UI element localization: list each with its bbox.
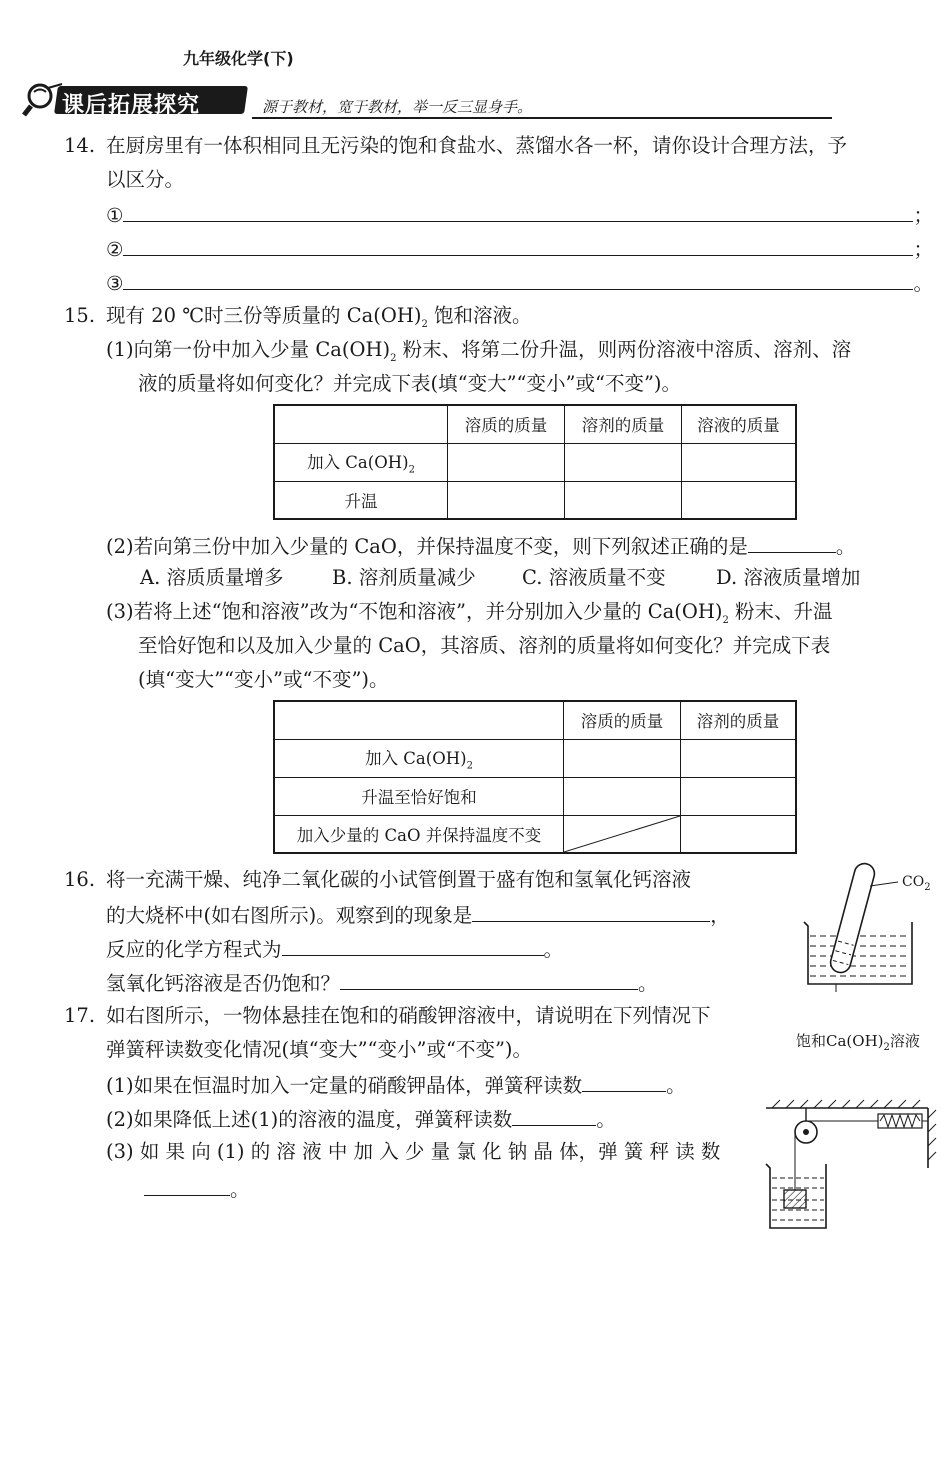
q15-option-c[interactable]: C. 溶液质量不变 [522,566,666,589]
table2-cell[interactable] [681,815,797,853]
q17-part3: (3) 如 果 向 (1) 的 溶 液 中 加 入 少 量 氯 化 钠 晶 体，弹 簧 秤 读 数 [106,1140,721,1163]
table1-header-solution: 溶液的质量 [682,405,797,443]
table2-cell[interactable] [681,739,797,777]
q14-mark-2: ② [106,238,124,261]
q16-blank-saturated[interactable] [340,970,638,990]
q14-blank-3[interactable] [123,270,913,290]
table2-cell[interactable] [564,739,681,777]
q15-part1-line1: (1)向第一份中加入少量 $Ca(OH)_2$ 粉末、将第二份升温，则两份溶液中溶质、溶剂、溶 [106,338,852,364]
q17-part1: (1)如果在恒温时加入一定量的硝酸钾晶体，弹簧秤读数 。 [106,1074,686,1097]
q17-blank-1[interactable] [582,1072,666,1092]
q17-part2: (2)如果降低上述(1)的溶液的温度，弹簧秤读数 。 [106,1108,616,1131]
table1-cell[interactable] [682,481,797,519]
table2-header-solvent: 溶剂的质量 [681,701,797,739]
section-banner [22,82,247,118]
table2-row-add-caoh2: 加入 $Ca(OH)_2$ [274,739,564,777]
q17-line2: 弹簧秤读数变化情况(填“变大”“变小”或“不变”)。 [106,1038,533,1061]
table1-header-solute: 溶质的质量 [448,405,565,443]
q14-number: 14. [64,134,96,157]
q17-number: 17. [64,1004,96,1027]
q16-line2: 的大烧杯中(如右图所示)。观察到的现象是 ， [106,904,730,927]
q15-part3-line3: (填“变大”“变小”或“不变”)。 [138,668,389,691]
q15-option-a[interactable]: A. 溶质质量增多 [140,566,284,589]
table2-cell[interactable] [681,777,797,815]
q17-blank-3[interactable] [144,1176,230,1196]
table2-corner [274,701,564,739]
table1-cell[interactable] [448,443,565,481]
q15-part2: (2)若向第三份中加入少量的 CaO，并保持温度不变，则下列叙述正确的是 。 [106,535,856,558]
q15-part1-line2: 液的质量将如何变化？并完成下表(填“变大”“变小”或“不变”)。 [138,372,682,395]
q15-part3-line1: (3)若将上述“饱和溶液”改为“不饱和溶液”，并分别加入少量的 $Ca(OH)_2$ 粉末、升温 [106,600,833,626]
q16-line4: 氢氧化钙溶液是否仍饱和？ 。 [106,972,658,995]
table1-cell[interactable] [682,443,797,481]
q14-mark-3: ③ [106,272,124,295]
table1-row-add-caoh2: 加入 $Ca(OH)_2$ [274,443,448,481]
q14-answer-3: ③ 。 [106,272,933,295]
q17-blank-2[interactable] [512,1106,596,1126]
slogan-underline [252,117,832,119]
book-title: 九年级化学(下) [183,49,294,68]
diagonal-line [564,816,680,852]
section-title: 课后拓展探究 [62,93,201,118]
table1-cell[interactable] [448,481,565,519]
q15-stem: 现有 20 ℃时三份等质量的 $Ca(OH)_2$ 饱和溶液。 [106,304,532,330]
table1-cell[interactable] [565,443,682,481]
q16-figure-caption: 饱和$Ca(OH)_2$溶液 [796,1032,920,1053]
q14-blank-1[interactable] [123,202,913,222]
q16-blank-equation[interactable] [282,936,544,956]
q15-option-d[interactable]: D. 溶液质量增加 [716,566,861,589]
q15-table2 [273,700,797,854]
table1-row-heat: 升温 [274,481,448,519]
q16-number: 16. [64,868,96,891]
table1-header-solvent: 溶剂的质量 [565,405,682,443]
q14-stem-line2: 以区分。 [106,168,185,191]
q16-line1: 将一充满干燥、纯净二氧化碳的小试管倒置于盛有饱和氢氧化钙溶液 [106,868,692,891]
q16-blank-phenomenon[interactable] [472,902,710,922]
table2-row-add-cao: 加入少量的 CaO 并保持温度不变 [274,815,564,853]
q14-stem-line1: 在厨房里有一体积相同且无污染的饱和食盐水、蒸馏水各一杯，请你设计合理方法，予 [106,134,848,157]
table2-crossed-cell [564,815,681,853]
q14-answer-1: ① ； [106,204,933,227]
table1-cell[interactable] [565,481,682,519]
table2-cell[interactable] [564,777,681,815]
q14-mark-1: ① [106,204,124,227]
q14-blank-2[interactable] [123,236,913,256]
q14-answer-2: ② ； [106,238,933,261]
table1-corner [274,405,448,443]
q17-spring-scale-figure [760,1098,940,1234]
section-slogan: 源于教材，宽于教材，举一反三显身手。 [262,98,533,116]
q15-part3-line2: 至恰好饱和以及加入少量的 CaO，其溶质、溶剂的质量将如何变化？并完成下表 [138,634,831,657]
q15-option-b[interactable]: B. 溶剂质量减少 [332,566,476,589]
table2-row-heat-to-saturation: 升温至恰好饱和 [274,777,564,815]
q17-line1: 如右图所示，一物体悬挂在饱和的硝酸钾溶液中，请说明在下列情况下 [106,1004,711,1027]
q17-part3-answer: 。 [144,1176,250,1202]
table2-header-solute: 溶质的质量 [564,701,681,739]
q15-number: 15. [64,304,96,327]
q16-co2-label: $CO_2$ [902,874,931,893]
q15-table1 [273,404,797,520]
q15-part2-blank[interactable] [748,533,836,553]
q16-line3: 反应的化学方程式为 。 [106,938,564,961]
